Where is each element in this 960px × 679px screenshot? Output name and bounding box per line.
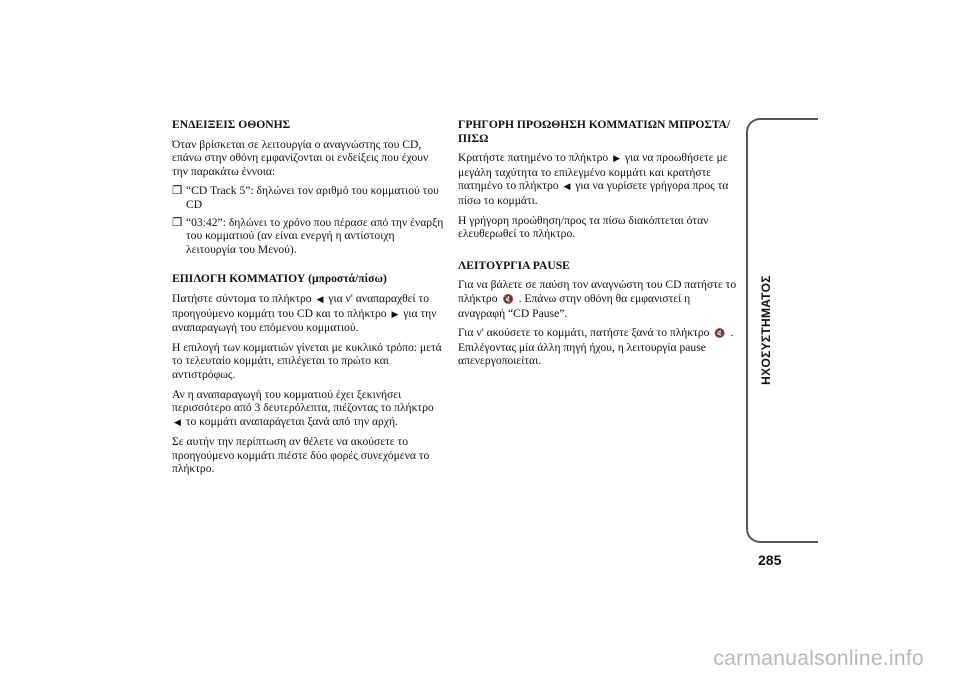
paragraph [458, 326, 738, 368]
right-column [458, 118, 738, 374]
text-run: . Επάνω στην οθόνη θα εμφανιστεί η αναγραφή “CD Pause”. [458, 291, 691, 320]
section-title-pause: ΛΕΙΤΟΥΡΓΙΑ PAUSE [458, 258, 570, 272]
checkbox-bullet-icon: ❒ [172, 215, 183, 229]
watermark: carmanualsonline.info [713, 647, 924, 670]
text-run: το κομμάτι αναπαράγεται ξανά από την αρχή. [185, 414, 398, 428]
paragraph: Η γρήγορη προώθηση/προς τα πίσω διακόπτεται όταν ελευθερωθεί το πλήκτρο. [458, 213, 709, 241]
list-item-text: “03:42”: δηλώνει το χρόνο που πέρασε από την έναρξη του κομματιού (αν είναι ενεργή η αντίστοιχη λειτουργία του Μενού). [186, 215, 444, 256]
paragraph [172, 388, 444, 430]
text-run: Για να βάλετε σε παύση τον αναγνώστη του CD πατήστε το πλήκτρο [458, 278, 737, 305]
next-icon: ▶ [391, 308, 399, 319]
section-title-display-indications: ΕΝΔΕΙΞΕΙΣ ΟΘΟΝΗΣ [172, 118, 291, 131]
next-icon: ▶ [613, 153, 621, 164]
left-column [172, 118, 444, 482]
list-item [172, 184, 444, 211]
section-tab [751, 270, 781, 390]
mute-icon: 🔇 [714, 328, 726, 339]
mute-icon: 🔇 [502, 293, 514, 304]
prev-icon: ◀ [174, 416, 181, 427]
list-item-text: “CD Track 5”: δηλώνει τον αριθμό του κομματιού του CD [186, 184, 439, 211]
text-run: Αν η αναπαραγωγή του κομματιού έχει ξεκινήσει περισσότερο από 3 δευτερόλεπτα, πιέζοντας το πλήκτρο [172, 387, 434, 415]
page-number: 285 [758, 552, 782, 568]
text-run: Πατήστε σύντομα το πλήκτρο [172, 291, 312, 305]
text-run: για να γυρίσετε γρήγορα προς τα πίσω το κομμάτι. [458, 179, 729, 207]
text-run: Για ν' ακούσετε το κομμάτι, πατήστε ξανά το πλήκτρο [458, 326, 710, 340]
list-item [172, 216, 444, 257]
text-run: για ν' αναπαραχθεί το προηγούμενο κομμάτι του CD και το πλήκτρο [172, 291, 430, 320]
prev-icon: ◀ [316, 293, 324, 304]
paragraph [172, 292, 444, 335]
text-run: Κρατήστε πατημένο το πλήκτρο [458, 151, 609, 165]
checkbox-bullet-icon: ❒ [172, 184, 183, 198]
paragraph: Όταν βρίσκεται σε λειτουργία ο αναγνώστης του CD, επάνω στην οθόνη εμφανίζονται οι ενδείξεις που έχουν την παρακάτω έννοια: [172, 137, 429, 178]
paragraph: Σε αυτήν την περίπτωση αν θέλετε να ακούσετε το προηγούμενο κομμάτι πιέστε δύο φορές συνεχόμενα το πλήκτρο. [172, 435, 430, 476]
section-tab-label: ΗΧΟΣΥΣΤΗΜΑΤΟΣ [759, 275, 773, 385]
prev-icon: ◀ [563, 181, 571, 192]
text-run: . Επιλέγοντας μία άλλη πηγή ήχου, η λειτουργία pause απενεργοποιείται. [458, 326, 734, 368]
paragraph: Η επιλογή των κομματιών γίνεται με κυκλικό τρόπο: μετά το τελευταίο κομμάτι, επιλέγεται το πρώτο και αντιστρόφως. [172, 340, 442, 381]
paragraph [458, 151, 738, 207]
paragraph [458, 278, 738, 320]
text-run: για την αναπαραγωγή του επόμενου κομματιού. [172, 306, 437, 335]
text-run: για να προωθήσετε με μεγάλη ταχύτητα το επιλεγμένο κομμάτι και κρατήστε πατημένο το πλήκτρο [458, 151, 728, 193]
section-title-track-selection: ΕΠΙΛΟΓΗ ΚΟΜΜΑΤΙΟΥ (μπροστά/πίσω) [172, 272, 387, 286]
section-title-fast-forward: ΓΡΗΓΟΡΗ ΠΡΟΩΘΗΣΗ ΚΟΜΜΑΤΙΩΝ ΜΠΡΟΣΤΑ/ΠΙΣΩ [458, 118, 731, 145]
